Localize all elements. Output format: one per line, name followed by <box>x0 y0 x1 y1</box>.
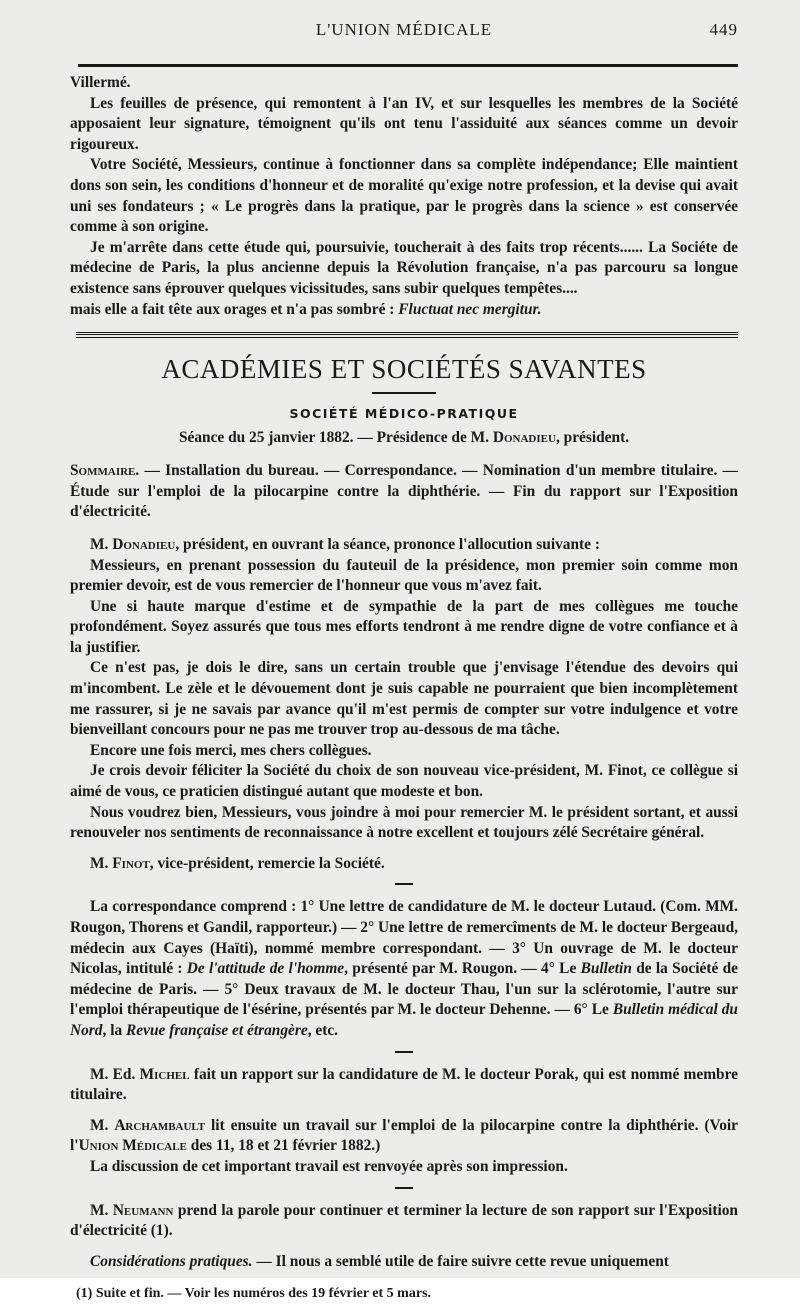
journal-reference: Union Médicale <box>78 1137 187 1155</box>
speech-paragraph: Une si haute marque d'estime et de sympathie de la part de mes collègues me touche profondément. Soyez assurés que tous mes efforts tendront à me rendre digne de votre confiance et à la justifier. <box>70 597 738 656</box>
archambault-text: lit ensuite un travail sur l'emploi de la pilocarpine contre la diphthérie. (Voir l' <box>70 1116 738 1155</box>
seance-line <box>70 429 738 447</box>
speech-paragraph: Messieurs, en prenant possession du fauteuil de la présidence, mon premier soin comme mon premier devoir, est de vous remercier de l'honneur que vous m'avez fait. <box>70 556 738 595</box>
speech-paragraph: Nous voudrez bien, Messieurs, vous joindre à moi pour remercier M. le président sortant, et aussi renouveler nos sentiments de reconnaissance à notre excellent et toujours zélé Secrétaire général. <box>70 803 738 842</box>
sommaire <box>70 461 738 523</box>
archambault-name: Archambault <box>114 1116 206 1134</box>
speech-paragraph: Je crois devoir féliciter la Société du choix de son nouveau vice-président, M. Finot, ce collègue si aimé de vous, ce praticien distingué autant que modeste et bon. <box>70 762 738 801</box>
revue-title: Revue française et étrangère <box>126 1021 308 1039</box>
spacer <box>70 844 738 854</box>
speech-paragraph: Ce n'est pas, je dois le dire, sans un certain trouble que j'envisage l'étendue des devoirs qui m'incombent. Le zèle et le dévouement dont je suis capable ne pourraient que bien incomplètement me rassurer, si je ne savais par avance qu'il m'est permis de compter sur votre indulgence et votre bienveillant concours pour ne pas me trouver trop au-dessous de ma tâche. <box>70 659 738 739</box>
archambault-prefix: M. <box>90 1116 109 1134</box>
motto-lead: mais elle a fait tête aux orages et n'a pas sombré : <box>70 300 395 318</box>
considerations-label: Considérations pratiques. <box>90 1252 253 1270</box>
corr-part4: , la <box>102 1021 123 1039</box>
seance-end: , président. <box>555 429 630 447</box>
speaker-name: Donadieu <box>112 535 176 553</box>
sommaire-text: — Installation du bureau. — Correspondance. — Nomination d'un membre titulaire. — Étude sur l'emploi de la pilocarpine contre la diphthérie. — Fin du rapport sur l'Exposition d'électricité. <box>70 462 738 521</box>
neumann-text: prend la parole pour continuer et terminer la lecture de son rapport sur l'Exposition d'électricité (1). <box>70 1201 738 1240</box>
neumann-name: Neumann <box>112 1201 174 1219</box>
paragraph-villerme: Villermé. <box>70 74 131 91</box>
finot-prefix: M. <box>90 854 109 872</box>
bulletin-nord-title: Bulletin médical du Nord <box>70 1001 738 1039</box>
title-rule <box>372 392 436 394</box>
discussion-paragraph: La discussion de cet important travail est renvoyée après son impression. <box>90 1157 568 1175</box>
page-number: 449 <box>709 20 738 39</box>
separator-dash <box>395 883 413 885</box>
corr-part2: , présenté par M. Rougon. — 4° Le <box>344 960 577 978</box>
section-title: ACADÉMIES ET SOCIÉTÉS SAVANTES <box>161 354 647 385</box>
header-rule <box>78 64 738 67</box>
archambault-text2: des 11, 18 et 21 février 1882.) <box>186 1137 381 1155</box>
neumann-prefix: M. <box>90 1201 109 1219</box>
sommaire-label: Sommaire. <box>70 462 140 480</box>
footnote: (1) Suite et fin. — Voir les numéros des 19 février et 5 mars. <box>76 1286 432 1302</box>
speech-intro <box>70 535 738 556</box>
bulletin-title: Bulletin <box>580 960 632 978</box>
paragraph-feuilles: Les feuilles de présence, qui remontent à l'an IV, et sur lesquelles les membres de la Société apposaient leur signature, témoignent qu'ils ont tenu l'assiduité aux séances comme un devoir rigoureux. <box>70 94 738 153</box>
corr-part1: La correspondance comprend : 1° Une lettre de candidature de M. le docteur Lutaud. (Com. MM. Rougon, Thorens et Gandil, rapporteur.) — 2° Une lettre de remercîments de M. le docteur Bergeaud, médecin aux Cayes (Haïti), nommé membre correspondant. — 3° Un ouvrage de M. le docteur Nicolas, intitulé : <box>70 898 738 978</box>
speech-paragraph: Encore une fois merci, mes chers collègues. <box>90 741 372 759</box>
neumann-paragraph <box>70 1201 738 1242</box>
seance-date: Séance du 25 janvier 1882. — Présidence de M. <box>178 429 489 447</box>
correspondance-paragraph <box>70 897 738 1041</box>
michel-prefix: M. Ed. <box>90 1065 136 1083</box>
paragraph-je-m-arrete: Je m'arrête dans cette étude qui, poursuivie, toucherait à des faits trop récents...... La Sociéte de médecine de Paris, la plus ancienne depuis la Révolution française, n'a pas parcouru sa longue existence sans éprouver quelques vicissitudes, sans subir quelques tempêtes.... <box>70 238 738 297</box>
speech-intro-text: , président, en ouvrant la séance, prononce l'allocution suivante : <box>175 535 600 553</box>
corr-part3: de la Société de médecine de Paris. — 5° Deux travaux de M. le docteur Thau, l'un sur la sclérotomie, l'autre sur l'emploi thérapeutique de l'ésérine, présentés par M. le docteur Dehenne. — 6° Le <box>70 960 738 1019</box>
paragraph-votre-societe: Votre Société, Messieurs, continue à fonctionner dans sa complète indépendance; Elle maintient dons son sein, les conditions d'honneur et de moralité qu'exige notre profession, et la devise qui avait uni ses fondateurs ; « Le progrès dans la pratique, par le progrès dans la science » est conservée comme à son origine. <box>70 156 738 236</box>
finot-text: , vice-président, remercie la Société. <box>149 854 385 872</box>
motto: Fluctuat nec mergitur. <box>398 300 542 318</box>
considerations-text: — Il nous a semblé utile de faire suivre cette revue uniquement <box>252 1252 669 1270</box>
journal-title: L'UNION MÉDICALE <box>315 20 493 39</box>
archambault-paragraph <box>70 1116 738 1157</box>
separator-dash <box>395 1187 413 1189</box>
spacer <box>70 1106 738 1116</box>
considerations-paragraph <box>70 1252 738 1273</box>
president-name: Donadieu <box>492 429 556 447</box>
separator-dash <box>395 1051 413 1053</box>
michel-name: Michel <box>139 1065 190 1083</box>
paragraph-motto-line <box>70 300 738 321</box>
finot-reply <box>70 854 738 875</box>
society-name: SOCIÉTÉ MÉDICO-PRATIQUE <box>289 406 519 422</box>
spacer <box>70 1242 738 1252</box>
michel-text: fait un rapport sur la candidature de M. le docteur Porak, qui est nommé membre titulaire. <box>70 1065 738 1104</box>
finot-name: Finot <box>112 854 150 872</box>
speech-intro-prefix: M. <box>90 535 109 553</box>
running-head <box>70 18 738 44</box>
corr-part5: , etc. <box>307 1021 339 1039</box>
michel-paragraph <box>70 1065 738 1106</box>
section-rule <box>76 332 738 338</box>
book-title: De l'attitude de l'homme <box>186 960 345 978</box>
